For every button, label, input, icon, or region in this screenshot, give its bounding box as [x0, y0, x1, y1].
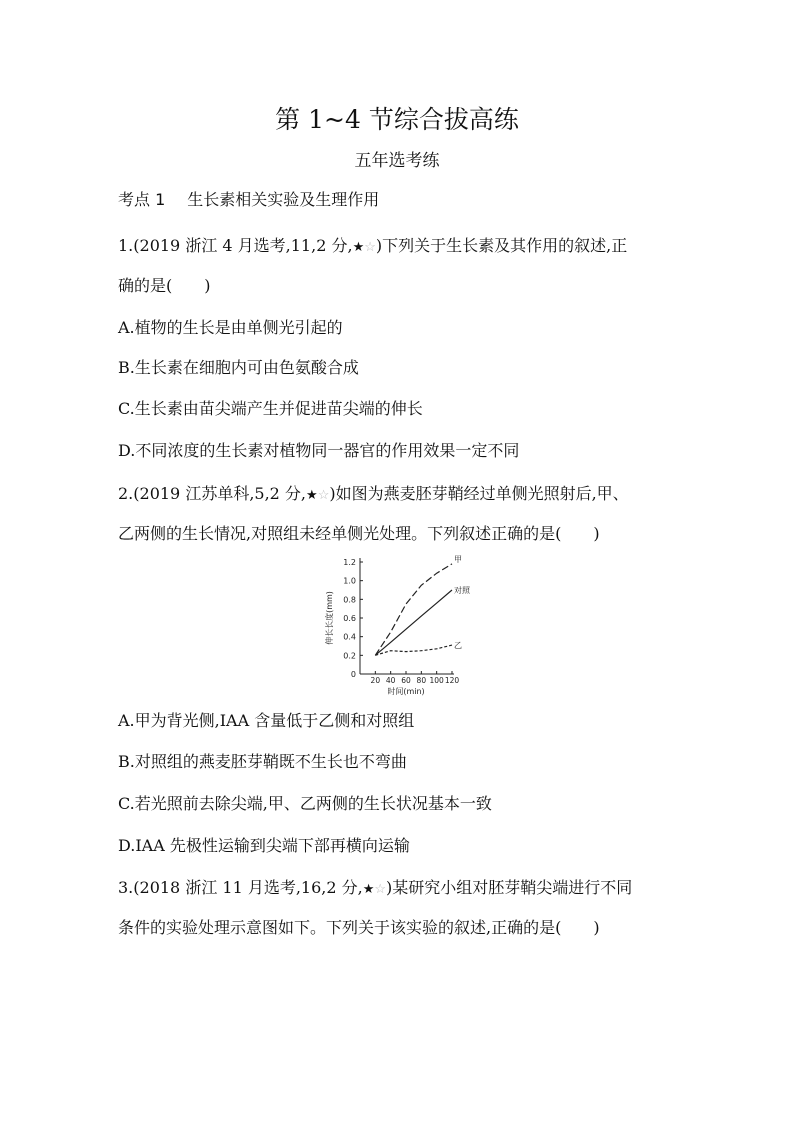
question-stem: )如图为燕麦胚芽鞘经过单侧光照射后,甲、 [329, 484, 629, 503]
x-axis-label: 时间(min) [387, 687, 425, 696]
section-name: 生长素相关实验及生理作用 [187, 190, 380, 209]
question-2-option-c: C.若光照前去除尖端,甲、乙两侧的生长状况基本一致 [118, 794, 492, 813]
x-tick-label: 120 [444, 676, 460, 685]
section-heading [118, 190, 379, 210]
question-2-stem-line-2: 乙两侧的生长情况,对照组未经单侧光处理。下列叙述正确的是( ) [118, 524, 600, 543]
section-label: 考点 1 [118, 190, 166, 209]
question-number: 2. [118, 484, 134, 503]
question-1-stem-line-1 [118, 236, 627, 258]
x-tick-label: 60 [401, 676, 411, 685]
series-line-0 [375, 564, 452, 655]
difficulty-star-icon: ★☆ [306, 488, 330, 503]
series-label: 甲 [454, 554, 462, 564]
difficulty-star-icon: ★☆ [362, 882, 387, 897]
y-tick-label: 0.6 [343, 614, 356, 623]
question-3-stem-line-2: 条件的实验处理示意图如下。下列关于该实验的叙述,正确的是( ) [118, 918, 600, 937]
question-3-stem-line-1 [118, 878, 632, 900]
x-tick-label: 20 [370, 676, 381, 685]
y-axis-label: 伸长长度(mm) [325, 591, 334, 645]
page-subtitle: 五年选考练 [354, 151, 440, 171]
question-2-stem-line-1 [118, 484, 629, 506]
question-1-option-d: D.不同浓度的生长素对植物同一器官的作用效果一定不同 [118, 441, 520, 460]
series-label: 对照 [454, 586, 470, 595]
growth-chart [320, 552, 480, 702]
y-tick-label: 0 [350, 670, 356, 679]
question-stem: )下列关于生长素及其作用的叙述,正 [375, 236, 628, 255]
x-tick-label: 40 [385, 676, 396, 685]
difficulty-star-icon: ★☆ [352, 240, 376, 255]
question-1-option-a: A.植物的生长是由单侧光引起的 [118, 318, 343, 337]
y-tick-label: 0.2 [343, 651, 356, 661]
x-tick-label: 100 [429, 676, 444, 685]
question-source: (2019 江苏单科,5,2 分, [133, 484, 307, 503]
question-1-option-c: C.生长素由苗尖端产生并促进苗尖端的伸长 [118, 399, 423, 418]
question-number: 3. [118, 878, 134, 897]
y-tick-label: 0.8 [343, 595, 356, 605]
question-2-option-b: B.对照组的燕麦胚芽鞘既不生长也不弯曲 [118, 752, 407, 771]
question-2-option-a: A.甲为背光侧,IAA 含量低于乙侧和对照组 [118, 711, 415, 730]
x-tick-label: 80 [416, 676, 427, 685]
growth-chart-svg [320, 552, 480, 702]
y-tick-label: 1.2 [343, 558, 356, 567]
series-line-2 [375, 645, 452, 655]
question-number: 1. [118, 236, 134, 255]
y-tick-label: 0.4 [343, 632, 356, 642]
question-source: (2019 浙江 4 月选考,11,2 分, [133, 236, 353, 255]
question-source: (2018 浙江 11 月选考,16,2 分, [133, 878, 363, 897]
question-1-stem-line-2: 确的是( ) [118, 276, 211, 295]
page-title: 第 1~4 节综合拔高练 [275, 105, 519, 134]
series-label: 乙 [454, 641, 462, 651]
series-line-1 [375, 590, 452, 655]
y-tick-label: 1.0 [343, 576, 356, 586]
question-stem: )某研究小组对胚芽鞘尖端进行不同 [386, 878, 633, 897]
question-2-option-d: D.IAA 先极性运输到尖端下部再横向运输 [118, 836, 410, 855]
question-1-option-b: B.生长素在细胞内可由色氨酸合成 [118, 358, 359, 377]
